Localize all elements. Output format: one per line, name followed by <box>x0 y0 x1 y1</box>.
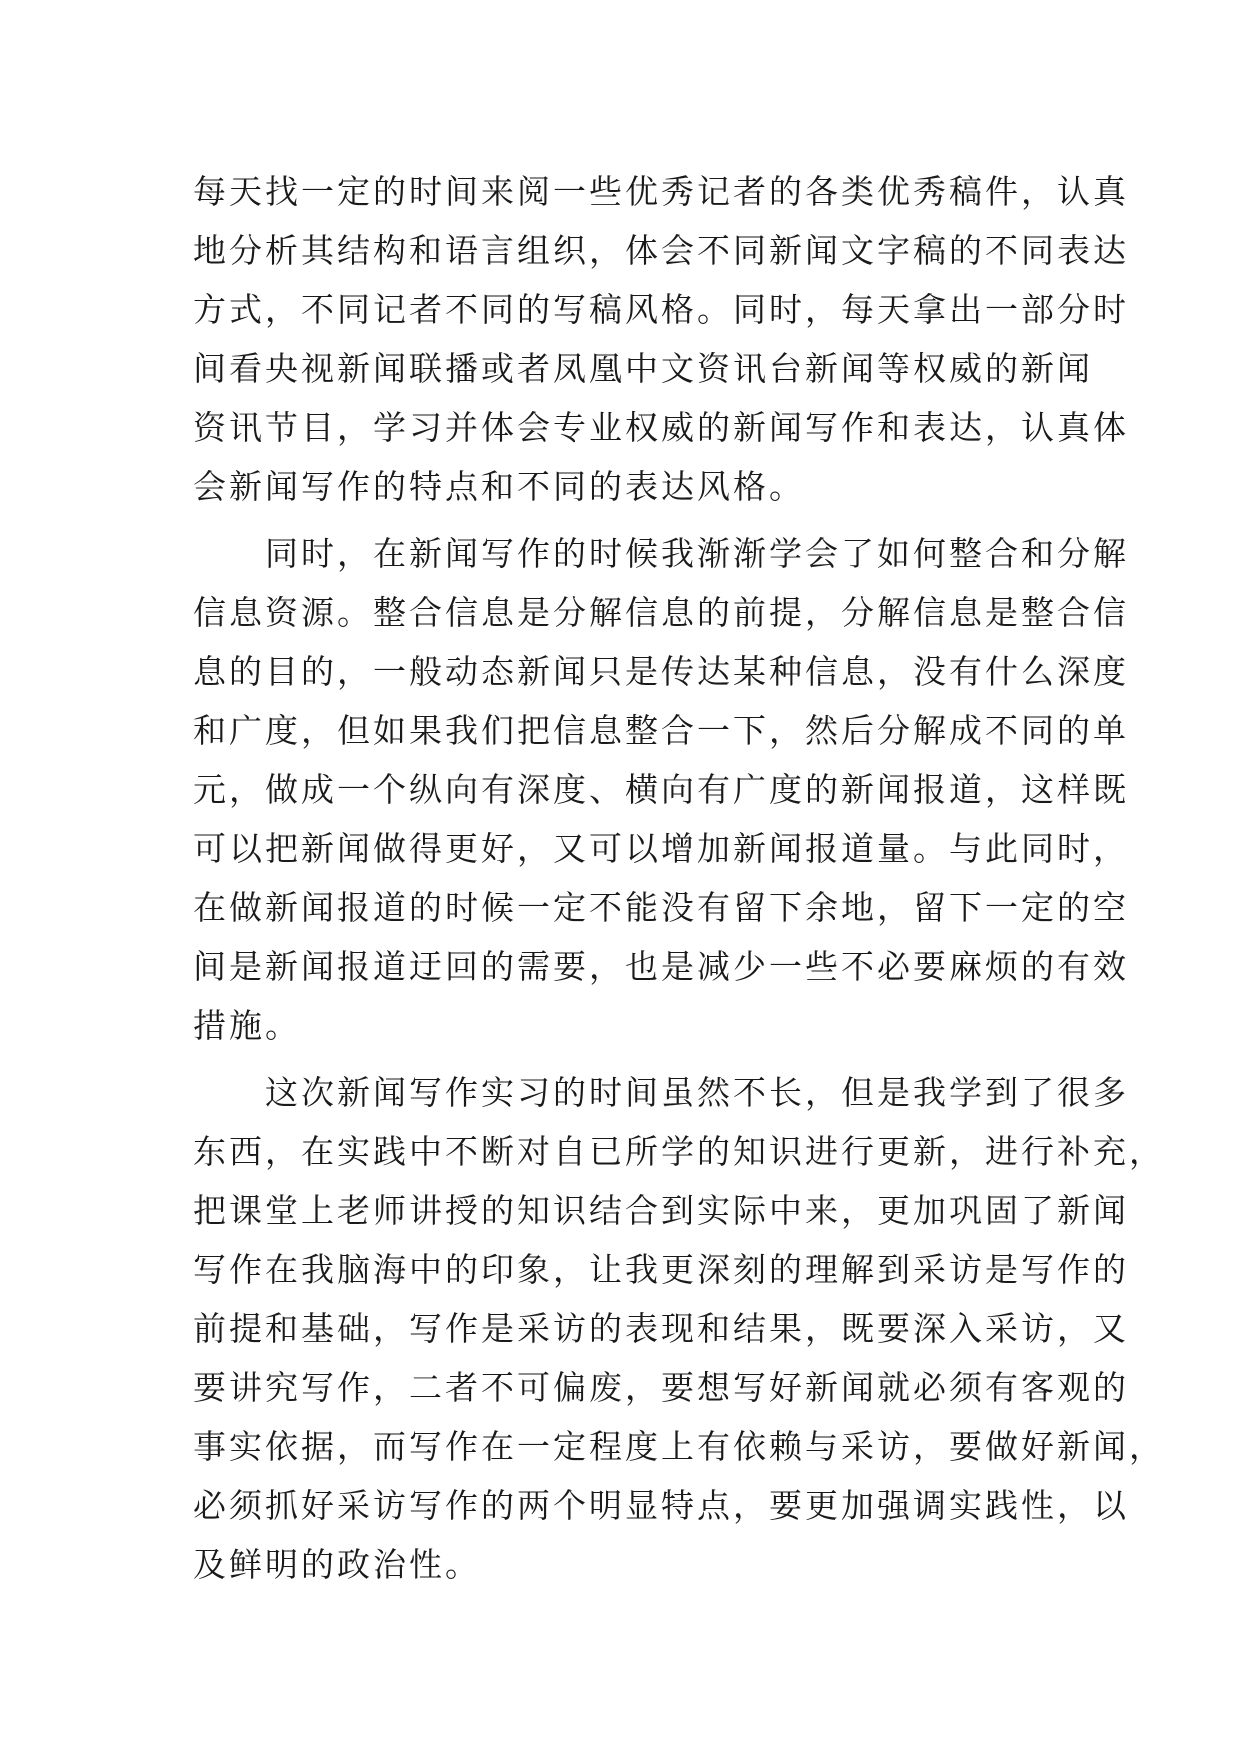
text-line: 间看央视新闻联播或者凤凰中文资讯台新闻等权威的新闻 <box>193 349 1093 388</box>
text-line: 会新闻写作的特点和不同的表达风格。 <box>193 467 805 506</box>
text-line: 间是新闻报道迂回的需要，也是减少一些不必要麻烦的有效 <box>193 947 1129 986</box>
text-line: 在做新闻报道的时候一定不能没有留下余地，留下一定的空 <box>193 888 1129 927</box>
text-line: 把课堂上老师讲授的知识结合到实际中来，更加巩固了新闻 <box>193 1191 1129 1230</box>
body-text <box>193 162 1165 1594</box>
text-line: 资讯节目，学习并体会专业权威的新闻写作和表达，认真体 <box>193 408 1129 447</box>
text-line: 每天找一定的时间来阅一些优秀记者的各类优秀稿件，认真 <box>193 172 1129 211</box>
text-line: 措施。 <box>193 1006 301 1045</box>
paragraph <box>193 162 1129 516</box>
text-line: 东西，在实践中不断对自已所学的知识进行更新，进行补充， <box>193 1132 1165 1171</box>
paragraph <box>193 524 1129 1055</box>
text-line: 及鲜明的政治性。 <box>193 1545 481 1584</box>
paragraph <box>193 1063 1165 1594</box>
text-line: 信息资源。整合信息是分解信息的前提，分解信息是整合信 <box>193 593 1129 632</box>
text-line: 同时，在新闻写作的时候我渐渐学会了如何整合和分解 <box>193 534 1129 573</box>
text-line: 这次新闻写作实习的时间虽然不长，但是我学到了很多 <box>193 1073 1129 1112</box>
text-line: 和广度，但如果我们把信息整合一下，然后分解成不同的单 <box>193 711 1129 750</box>
text-line: 事实依据，而写作在一定程度上有依赖与采访，要做好新闻， <box>193 1427 1165 1466</box>
text-line: 方式，不同记者不同的写稿风格。同时，每天拿出一部分时 <box>193 290 1129 329</box>
text-line: 元，做成一个纵向有深度、横向有广度的新闻报道，这样既 <box>193 770 1129 809</box>
text-line: 必须抓好采访写作的两个明显特点，要更加强调实践性，以 <box>193 1486 1129 1525</box>
paragraph-spacer <box>193 1055 1053 1063</box>
text-line: 地分析其结构和语言组织，体会不同新闻文字稿的不同表达 <box>193 231 1129 270</box>
text-line: 前提和基础，写作是采访的表现和结果，既要深入采访，又 <box>193 1309 1129 1348</box>
paragraph-spacer <box>193 516 1053 524</box>
text-line: 写作在我脑海中的印象，让我更深刻的理解到采访是写作的 <box>193 1250 1129 1289</box>
text-line: 息的目的，一般动态新闻只是传达某种信息，没有什么深度 <box>193 652 1129 691</box>
text-line: 要讲究写作，二者不可偏废，要想写好新闻就必须有客观的 <box>193 1368 1129 1407</box>
text-line: 可以把新闻做得更好，又可以增加新闻报道量。与此同时， <box>193 829 1129 868</box>
